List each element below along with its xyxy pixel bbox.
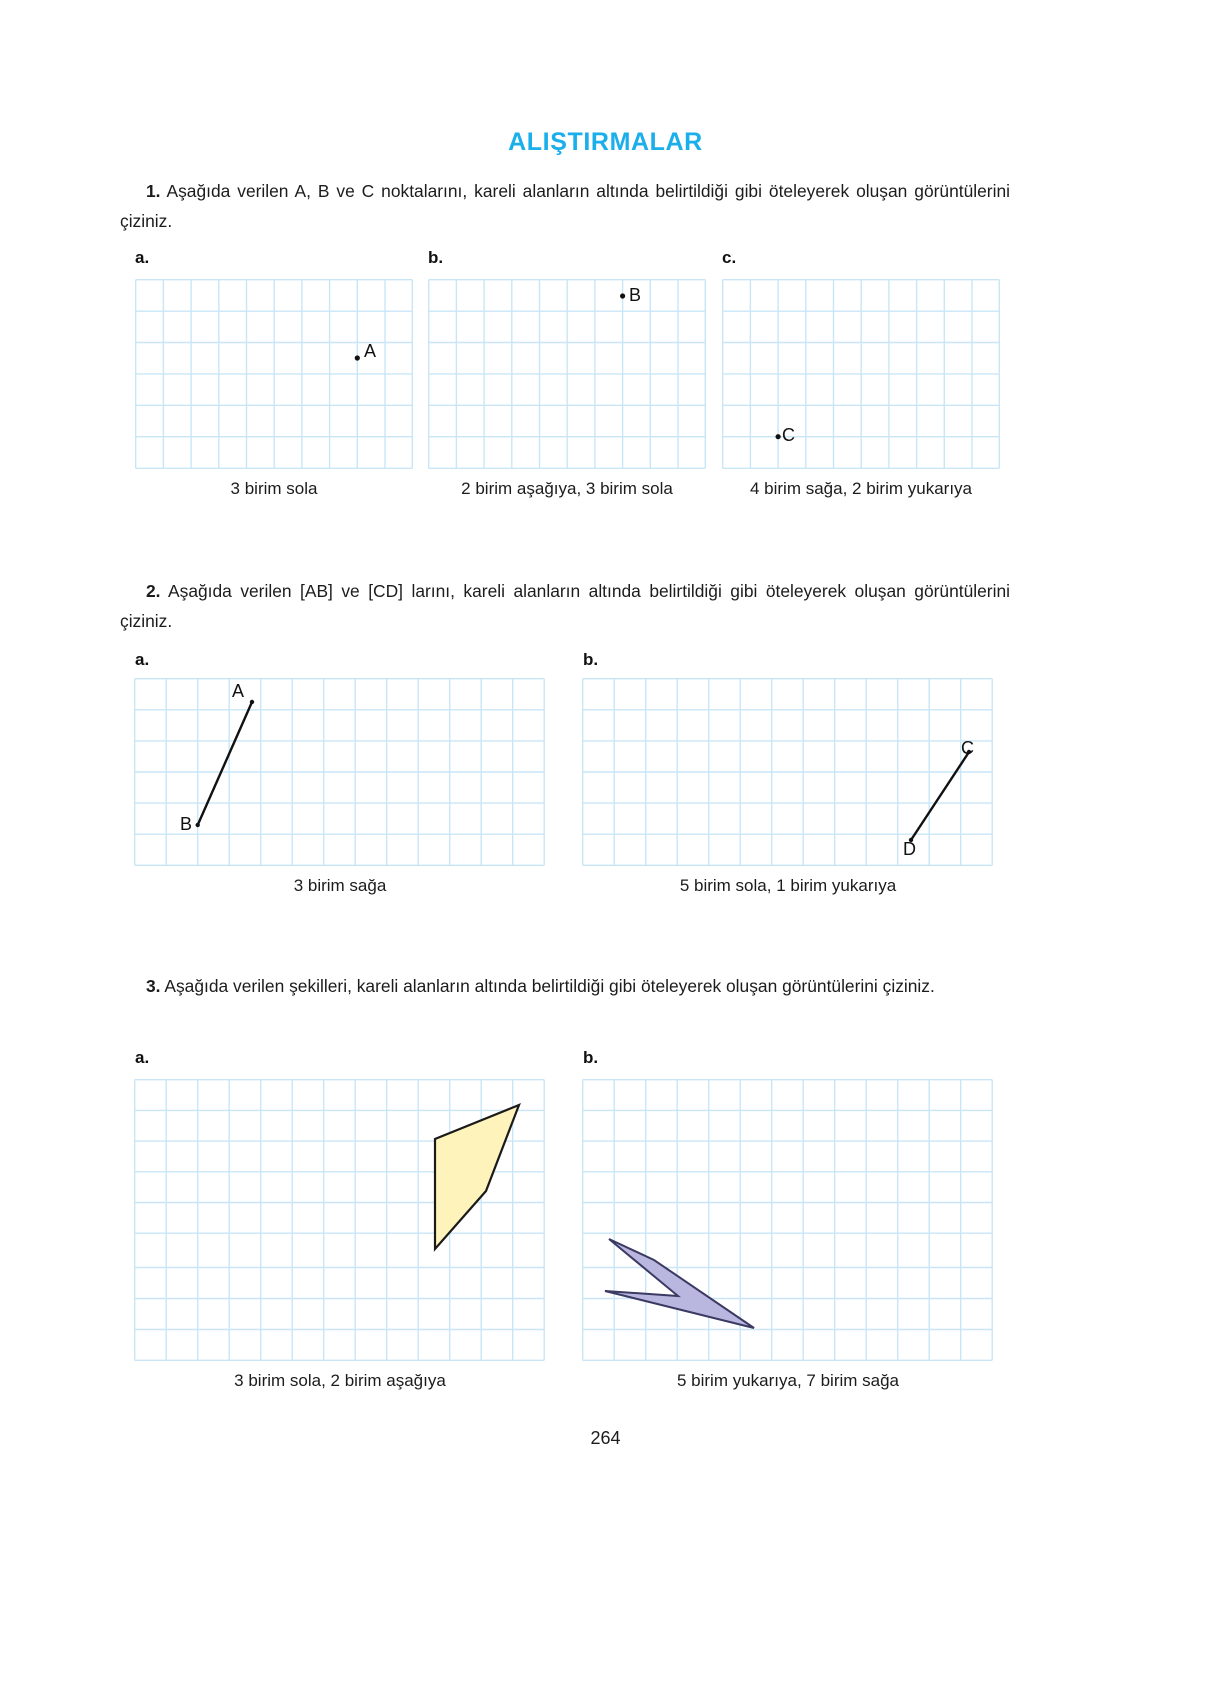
q1-item-c-label: c. <box>722 248 737 267</box>
point-B-dot <box>196 823 200 827</box>
q3-grid-a-svg <box>134 1079 546 1361</box>
q1-point-b-label: B <box>629 285 642 305</box>
q2-grid-a-svg <box>134 678 546 866</box>
point-B-dot <box>620 293 625 298</box>
q2-caption-b: 5 birim sola, 1 birim yukarıya <box>679 876 897 895</box>
q2-grid-a <box>134 678 546 866</box>
q2-item-a-label: a. <box>135 650 150 669</box>
q1-grid-a <box>135 279 413 469</box>
q2-point-a-label: A <box>232 681 245 701</box>
q3-grid-b-svg <box>582 1079 994 1361</box>
q2-point-c-label: C <box>961 738 974 758</box>
question-1-number: 1. <box>146 181 161 201</box>
q3-grid-a <box>134 1079 546 1361</box>
q3-shape-b-arrow <box>605 1239 754 1328</box>
q1-item-a-label: a. <box>135 248 150 267</box>
q3-shape-a-quadrilateral <box>435 1105 519 1249</box>
question-2-text <box>120 576 1010 636</box>
q3-item-a-label: a. <box>135 1048 150 1067</box>
q1-grid-a-svg <box>135 279 413 469</box>
q1-caption-c: 4 birim sağa, 2 birim yukarıya <box>749 479 973 498</box>
point-A-dot <box>250 700 254 704</box>
q1-grid-b <box>428 279 706 469</box>
q2-point-b-label: B <box>180 814 193 834</box>
point-A-dot <box>355 355 360 360</box>
point-C-dot <box>776 434 781 439</box>
question-2-number: 2. <box>146 581 161 601</box>
q2-grid-b-svg <box>582 678 994 866</box>
page-number: 264 <box>590 1428 621 1448</box>
q1-grid-c-svg <box>722 279 1000 469</box>
q1-point-a-label: A <box>364 341 377 361</box>
q1-grid-b-svg <box>428 279 706 469</box>
q1-grid-c <box>722 279 1000 469</box>
question-1-body: Aşağıda verilen A, B ve C noktalarını, kareli alanların altında belirtildiği gibi öteleyerek oluşan görüntülerini çiziniz. <box>120 181 1010 231</box>
q2-caption-a: 3 birim sağa <box>293 876 387 895</box>
q2-grid-b <box>582 678 994 866</box>
q1-caption-b: 2 birim aşağıya, 3 birim sola <box>461 479 673 498</box>
q3-caption-b: 5 birim yukarıya, 7 birim sağa <box>676 1371 900 1390</box>
q1-caption-a: 3 birim sola <box>230 479 318 498</box>
question-2-body: Aşağıda verilen [AB] ve [CD] larını, kareli alanların altında belirtildiği gibi öteleyerek oluşan görüntülerini çiziniz. <box>120 581 1010 631</box>
question-3-number: 3. <box>146 976 161 996</box>
question-3-body: Aşağıda verilen şekilleri, kareli alanların altında belirtildiği gibi öteleyerek oluşan görüntülerini çiziniz. <box>164 976 935 996</box>
q1-point-c-label: C <box>782 425 795 445</box>
q1-item-b-label: b. <box>428 248 444 267</box>
q2-item-b-label: b. <box>583 650 599 669</box>
question-3-text <box>120 971 1010 1001</box>
q2-point-d-label: D <box>903 839 916 859</box>
q3-item-b-label: b. <box>583 1048 599 1067</box>
q3-caption-a: 3 birim sola, 2 birim aşağıya <box>234 1371 446 1390</box>
q3-grid-b <box>582 1079 994 1361</box>
page-title: ALIŞTIRMALAR <box>508 128 703 156</box>
question-1-text <box>120 176 1010 236</box>
segment-AB <box>198 702 252 825</box>
